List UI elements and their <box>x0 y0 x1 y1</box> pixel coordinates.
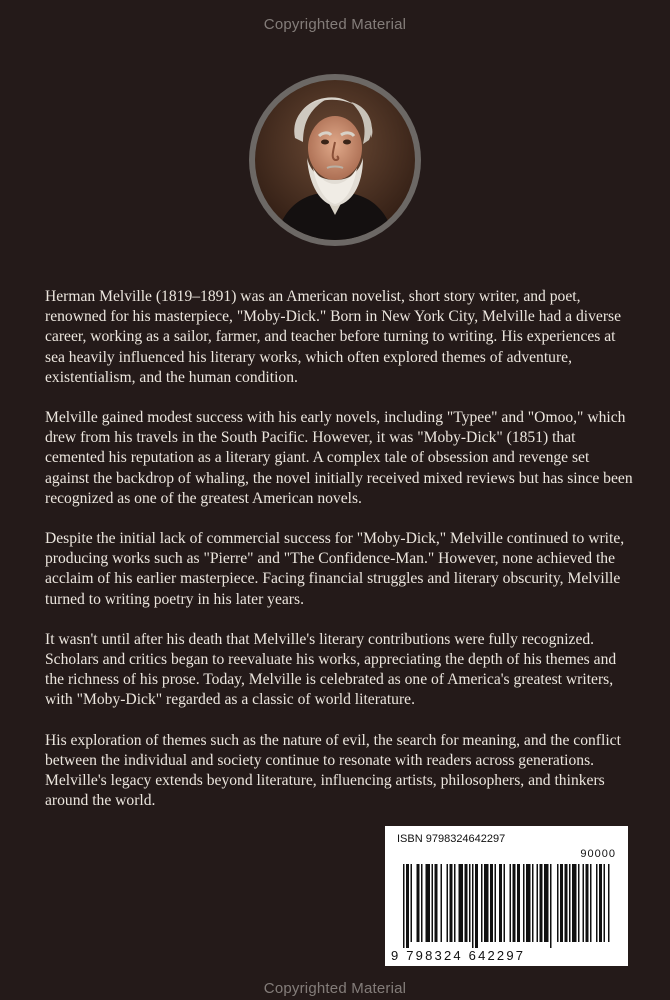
barcode-bar <box>454 864 456 942</box>
biography-paragraph: Melville gained modest success with his early novels, including "Typee" and "Omoo," which drew from his travels in the South Pacific. However, it was "Moby-Dick" (1851) that cemented his reputation as a literary giant. A complex tale of obsession and revenge set against the backdrop of whaling, the novel initially received mixed reviews but has since been recognized as one of the greatest American novels. <box>45 409 633 507</box>
barcode-bar <box>465 864 468 942</box>
watermark-bottom: Copyrighted Material <box>263 980 407 997</box>
barcode-bar <box>526 864 531 942</box>
barcode-bar <box>421 864 423 942</box>
biography-text <box>45 287 635 831</box>
barcode-bar <box>590 864 592 942</box>
barcode-bar <box>475 864 478 948</box>
barcode-bar <box>426 864 431 942</box>
barcode-bar <box>583 864 585 942</box>
biography-paragraph: His exploration of themes such as the nature of evil, the search for meaning, and the conflict between the individual and society continue to resonate with readers across generations. Melville's legacy extends beyond literature, influencing artists, philosophers, and thinkers around the world. <box>45 731 621 810</box>
barcode-bar <box>484 864 489 942</box>
barcode-bar <box>517 864 520 942</box>
barcode-bar <box>510 864 512 942</box>
barcode-bar <box>411 864 413 942</box>
biography-paragraph: It wasn't until after his death that Melville's literary contributions were fully recognized. Scholars and critics began to reevaluate his works, appreciating the depth of his themes and the richness of his prose. Today, Melville is celebrated as one of America's greatest writers, with "Moby-Dick" regarded as a classic of world literature. <box>45 630 617 709</box>
barcode-digits: 9 798324 642297 <box>391 948 526 963</box>
portrait-image <box>255 80 415 240</box>
barcode-bar <box>565 864 568 942</box>
barcode-bar <box>596 864 598 942</box>
barcode-bar <box>572 864 577 942</box>
barcode-bar <box>599 864 602 942</box>
barcode-bar <box>472 864 474 948</box>
barcode-bar <box>586 864 589 942</box>
barcode-bar <box>432 864 434 942</box>
barcode-bar <box>499 864 502 942</box>
barcode-bar <box>435 864 438 942</box>
watermark-top: Copyrighted Material <box>263 16 407 33</box>
barcode-bar <box>490 864 493 942</box>
isbn-label: ISBN 9798324642297 <box>397 833 506 845</box>
barcode-bar <box>447 864 449 942</box>
barcode-bar <box>560 864 563 942</box>
biography-paragraph: Despite the initial lack of commercial success for "Moby-Dick," Melville continued to write, producing works such as "Pierre" and "The Confidence-Man." However, none achieved the acclaim of his earlier masterpiece. Facing financial struggles and literary obscurity, Melville turned to writing poetry in his later years. <box>45 530 625 608</box>
barcode-bar <box>569 864 571 942</box>
biography-paragraph: Herman Melville (1819–1891) was an American novelist, short story writer, and poet, renowned for his masterpiece, "Moby-Dick." Born in New York City, Melville had a diverse career, working as a sailor, farmer, and teacher before turning to writing. His experiences at sea heavily influenced his literary works, which often explored themes of adventure, existentialism, and the human condition. <box>45 288 622 386</box>
portrait-frame <box>249 74 421 246</box>
barcode-bar <box>557 864 559 942</box>
barcode-bar <box>406 864 409 948</box>
barcode-bar <box>513 864 516 942</box>
barcode-bar <box>481 864 483 942</box>
barcode-bar <box>523 864 525 942</box>
barcode-bar <box>604 864 606 942</box>
isbn-barcode <box>385 826 628 966</box>
barcode-bar <box>537 864 539 942</box>
barcode-bar <box>608 864 610 942</box>
barcode-bar <box>532 864 534 942</box>
barcode-bar <box>578 864 580 942</box>
barcode-bar <box>417 864 420 942</box>
barcode-bar <box>403 864 405 948</box>
barcode-bar <box>495 864 497 942</box>
barcode-bar <box>544 864 549 942</box>
price-code: 90000 <box>580 848 616 860</box>
barcode-bar <box>504 864 506 942</box>
barcode-bar <box>441 864 443 942</box>
barcode-bars <box>385 826 628 966</box>
barcode-bar <box>450 864 453 942</box>
barcode-bar <box>469 864 471 942</box>
barcode-bar <box>540 864 543 942</box>
barcode-bar <box>550 864 552 948</box>
barcode-bar <box>459 864 464 942</box>
